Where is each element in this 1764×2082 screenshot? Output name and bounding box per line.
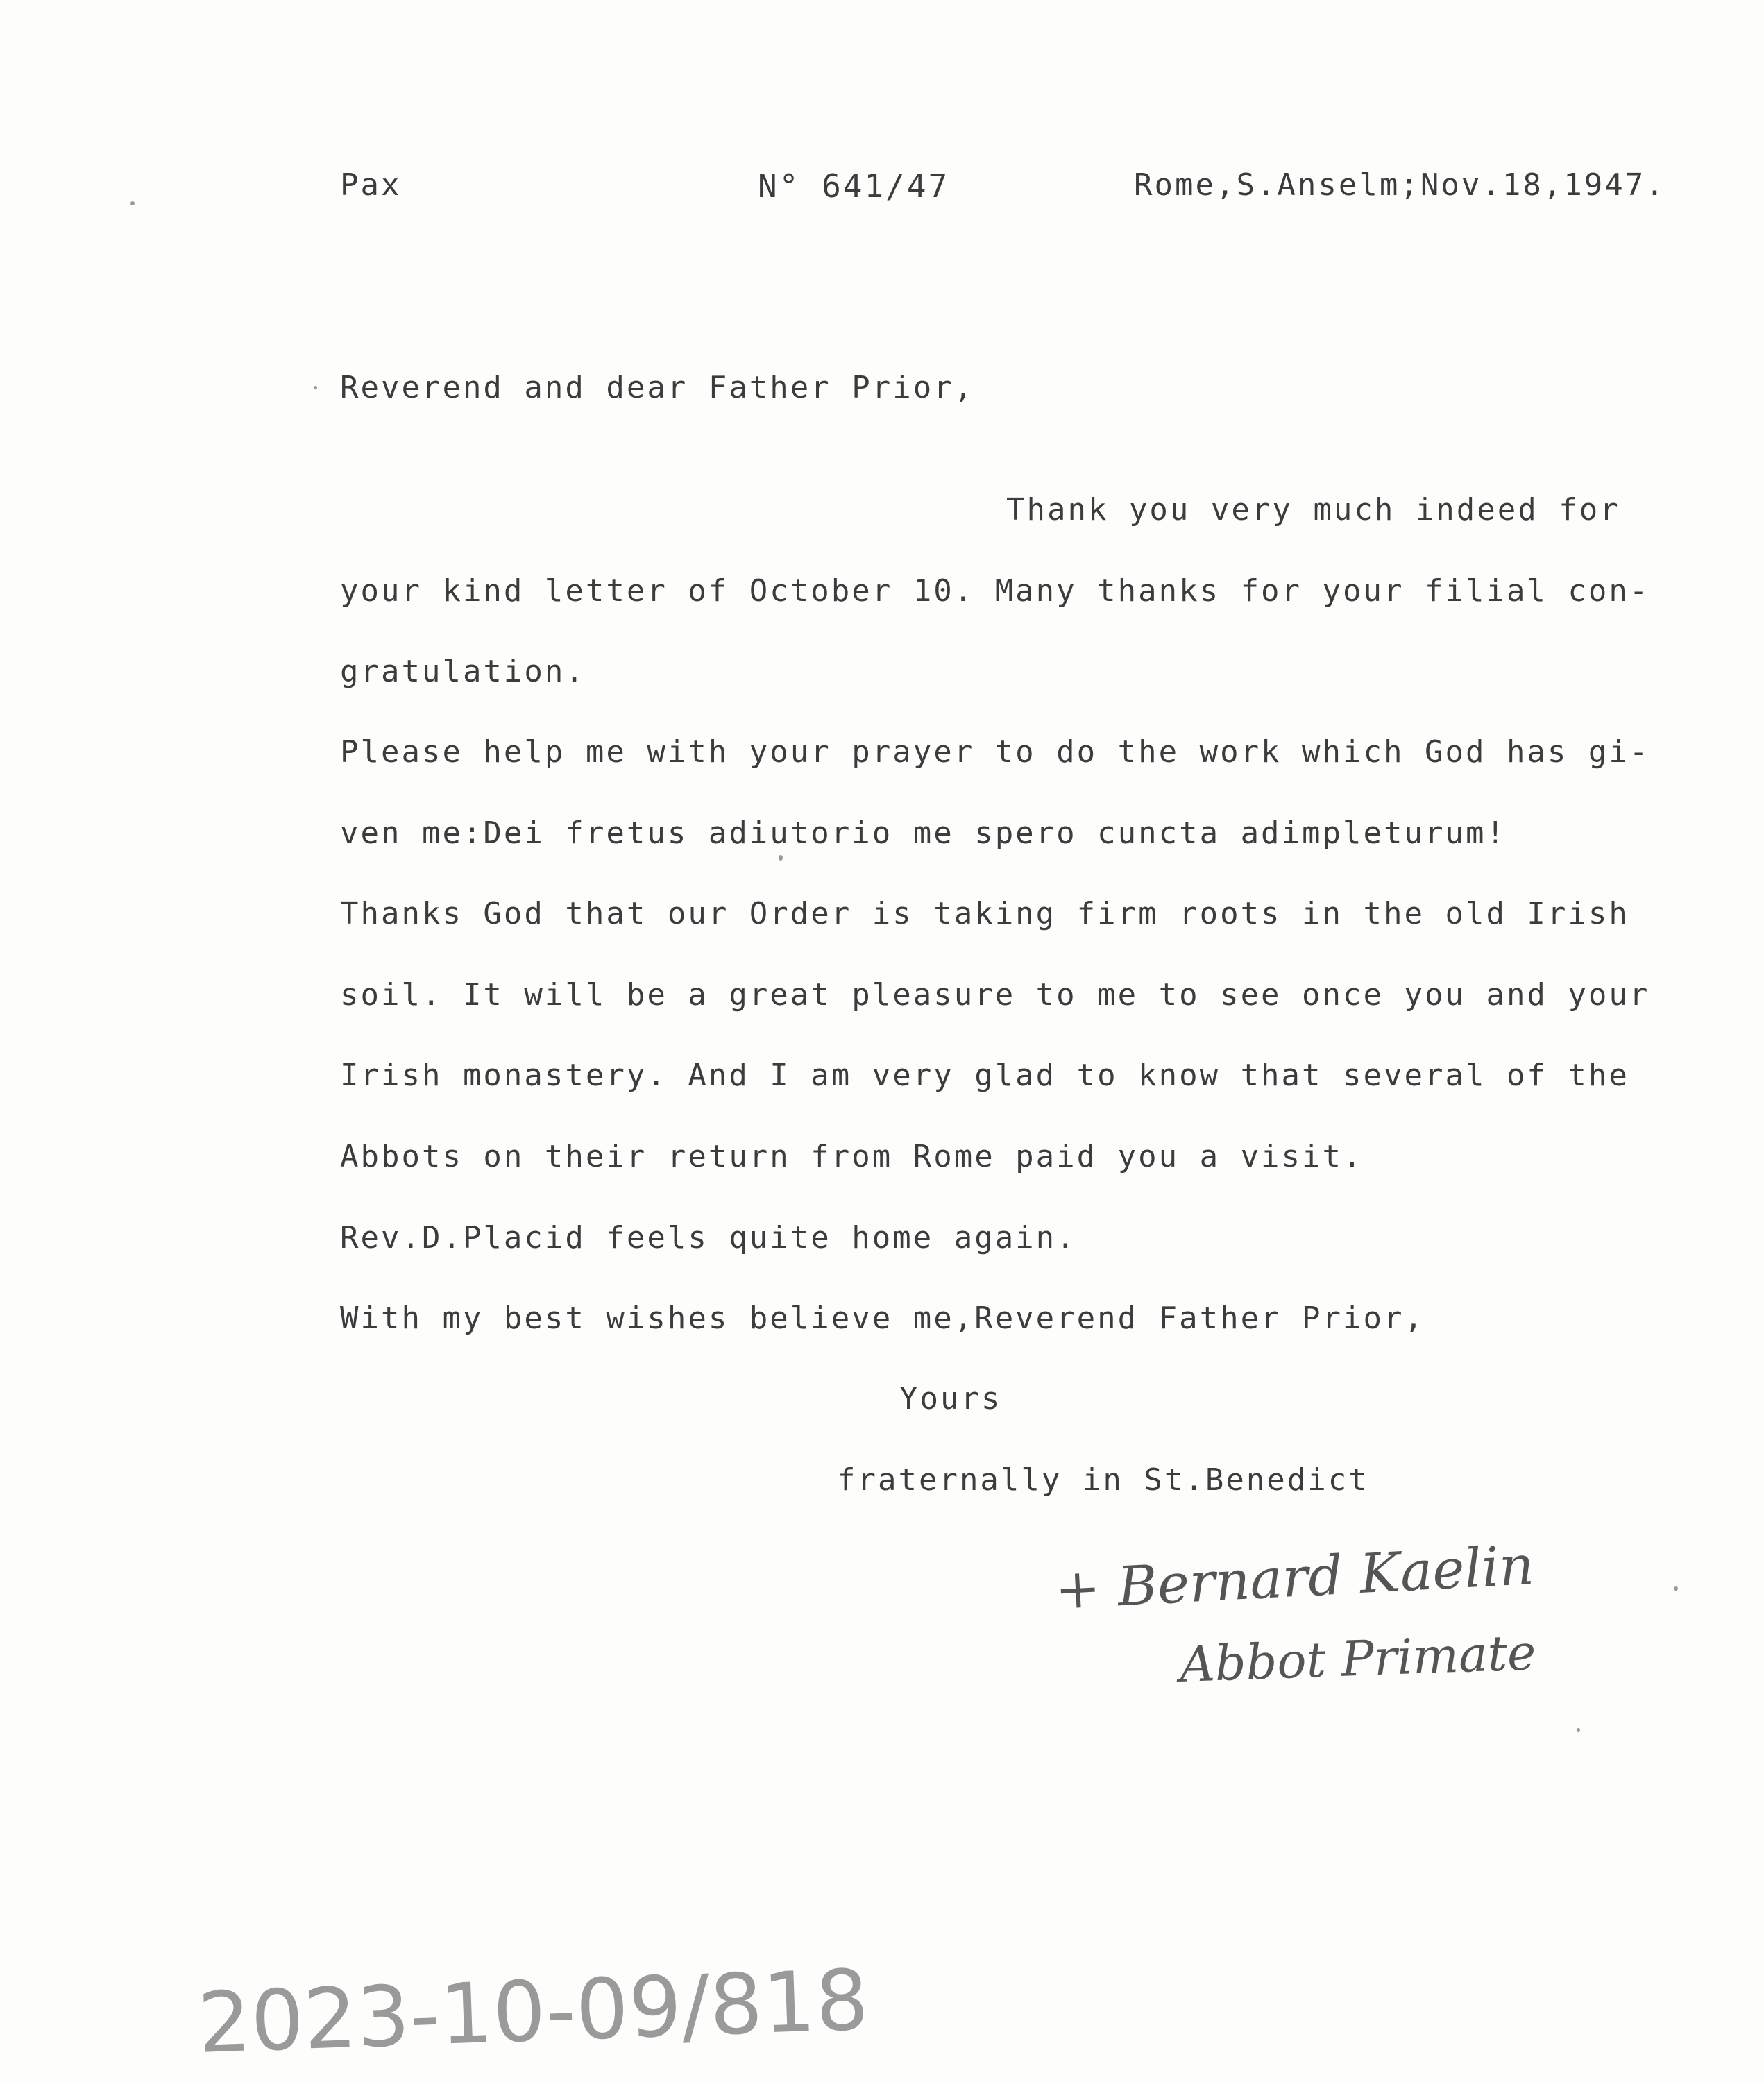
body-line-8: Irish monastery. And I am very glad to know that several of the xyxy=(340,1058,1629,1093)
header-place-date: Rome,S.Anselm;Nov.18,1947. xyxy=(1134,167,1666,203)
body-line-3: gratulation. xyxy=(340,654,586,689)
body-line-11: With my best wishes believe me,Reverend Father Prior, xyxy=(340,1301,1425,1336)
paper-speck xyxy=(314,386,317,389)
body-line-7: soil. It will be a great pleasure to me to see once you and your xyxy=(340,977,1650,1013)
body-line-10: Rev.D.Placid feels quite home again. xyxy=(340,1220,1077,1255)
paper-speck xyxy=(779,855,783,861)
body-line-5: ven me:Dei fretus adiutorio me spero cuncta adimpleturum! xyxy=(340,815,1507,851)
body-line-6: Thanks God that our Order is taking firm roots in the old Irish xyxy=(340,896,1629,931)
header-pax: Pax xyxy=(340,167,402,203)
paper-speck xyxy=(1674,1586,1678,1591)
signature-name: + Bernard Kaelin xyxy=(1053,1534,1536,1623)
body-line-4: Please help me with your prayer to do the work which God has gi- xyxy=(340,734,1650,770)
greeting: Reverend and dear Father Prior, xyxy=(340,370,975,405)
body-line-9: Abbots on their return from Rome paid you a visit. xyxy=(340,1139,1364,1174)
closing-yours: Yours xyxy=(899,1381,1002,1416)
body-line-1: Thank you very much indeed for xyxy=(1006,492,1620,527)
body-line-2: your kind letter of October 10. Many thanks for your filial con- xyxy=(340,573,1650,609)
header-number: N° 641/47 xyxy=(758,167,950,205)
closing-fraternally: fraternally in St.Benedict xyxy=(837,1462,1369,1498)
signature-title: Abbot Primate xyxy=(1178,1624,1537,1693)
paper-speck xyxy=(1577,1728,1580,1732)
paper-speck xyxy=(130,201,135,205)
archive-mark: 2023-10-09/818 xyxy=(196,1952,870,2072)
